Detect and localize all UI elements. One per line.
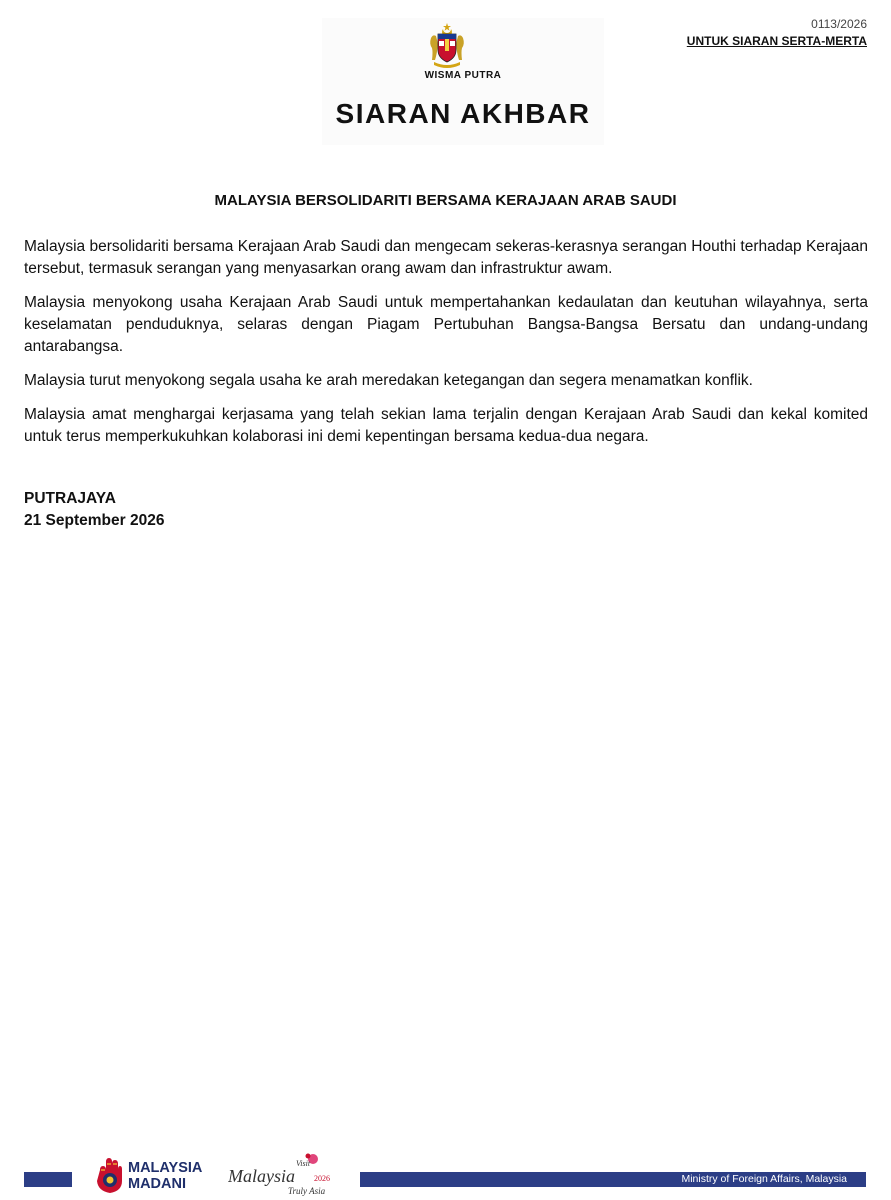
press-release-body <box>24 236 868 460</box>
footer-bar-left <box>24 1172 72 1187</box>
signoff-date: 21 September 2026 <box>24 512 165 529</box>
press-release-title: MALAYSIA BERSOLIDARITI BERSAMA KERAJAAN ARAB SAUDI <box>214 192 677 209</box>
visit-year: 2026 <box>314 1174 330 1183</box>
signoff-block <box>24 488 164 532</box>
ministry-name: Ministry of Foreign Affairs, Malaysia <box>681 1173 847 1185</box>
agency-name: WISMA PUTRA <box>424 70 502 81</box>
visit-malaysia-logo <box>228 1148 340 1198</box>
body-paragraph: Malaysia menyokong usaha Kerajaan Arab Saudi untuk mempertahankan kedaulatan dan keutuhan wilayahnya, serta keselamatan penduduknya, selaras dengan Piagam Pertubuhan Bangsa-Bangsa Bersatu dan undang-undang antarabangsa. <box>24 294 868 355</box>
visit-tagline: Truly Asia <box>288 1186 326 1196</box>
body-paragraph: Malaysia amat menghargai kerjasama yang telah sekian lama terjalin dengan Kerajaan Arab Saudi dan kekal komited untuk terus memperkukuhkan kolaborasi ini demi kepentingan bersama kedua-dua negara. <box>24 406 868 445</box>
visit-brand: Malaysia <box>228 1166 295 1186</box>
reference-block <box>687 16 867 50</box>
body-paragraph: Malaysia turut menyokong segala usaha ke arah meredakan ketegangan dan segera menamatkan konflik. <box>24 372 753 389</box>
document-type: SIARAN AKHBAR <box>335 98 591 129</box>
body-paragraph: Malaysia bersolidariti bersama Kerajaan Arab Saudi dan mengecam sekeras-kerasnya serangan Houthi terhadap Kerajaan tersebut, termasuk serangan yang menyasarkan orang awam dan infrastruktur awam. <box>24 238 868 277</box>
release-note: UNTUK SIARAN SERTA-MERTA <box>686 34 867 48</box>
visit-label: Visit <box>296 1159 311 1168</box>
malaysia-madani-hand-icon <box>96 1156 124 1194</box>
malaysia-madani-logo <box>128 1160 202 1192</box>
madani-line-1: MALAYSIA <box>128 1160 203 1176</box>
malaysia-coat-of-arms-icon <box>428 22 466 68</box>
signoff-place: PUTRAJAYA <box>24 490 116 507</box>
reference-number: 0113/2026 <box>811 17 867 31</box>
madani-line-2: MADANI <box>128 1176 186 1192</box>
